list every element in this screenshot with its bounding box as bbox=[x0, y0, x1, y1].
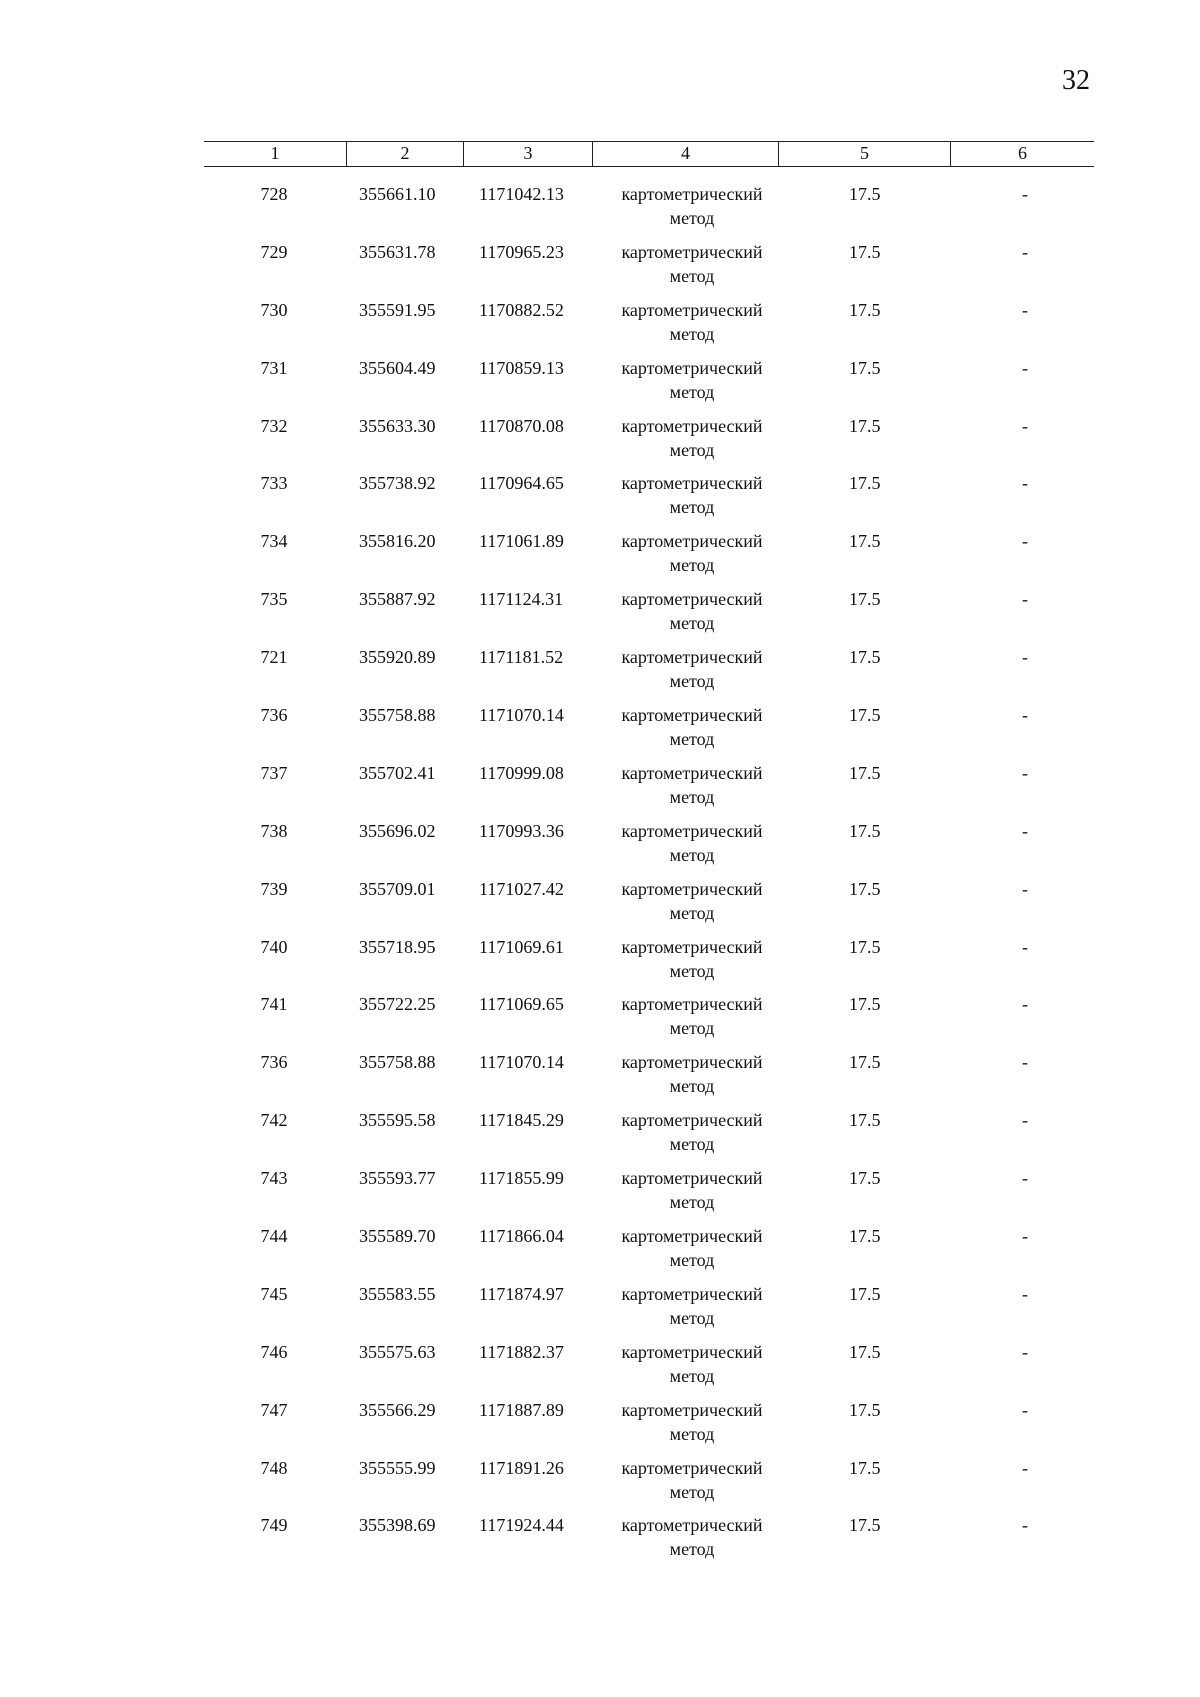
method-cell bbox=[602, 935, 782, 983]
table-row bbox=[204, 1513, 1094, 1571]
note-value: - bbox=[1022, 299, 1028, 320]
note-value: - bbox=[1022, 1515, 1028, 1536]
method-line-2: метод bbox=[669, 1539, 715, 1560]
accuracy-value: 17.5 bbox=[849, 705, 881, 726]
accuracy-value: 17.5 bbox=[849, 241, 881, 262]
point-number: 746 bbox=[260, 1341, 288, 1362]
coordinate-y: 1171181.52 bbox=[479, 647, 564, 668]
table-row bbox=[204, 240, 1094, 298]
column-header-2: 2 bbox=[347, 142, 464, 166]
method-cell bbox=[602, 1340, 782, 1388]
note-value: - bbox=[1022, 1341, 1028, 1362]
point-number: 742 bbox=[260, 1110, 288, 1131]
coordinate-x: 355595.58 bbox=[359, 1110, 436, 1131]
point-number: 744 bbox=[260, 1226, 288, 1247]
column-header-3: 3 bbox=[464, 142, 593, 166]
note-value: - bbox=[1022, 589, 1028, 610]
coordinate-x: 355718.95 bbox=[359, 936, 436, 957]
method-line-1: картометрический bbox=[621, 531, 763, 552]
method-cell bbox=[602, 587, 782, 635]
coordinate-y: 1171124.31 bbox=[479, 589, 564, 610]
note-value: - bbox=[1022, 415, 1028, 436]
coordinate-y: 1171866.04 bbox=[479, 1226, 564, 1247]
table-row bbox=[204, 935, 1094, 993]
coordinate-y: 1171069.61 bbox=[479, 936, 564, 957]
method-line-2: метод bbox=[669, 1365, 715, 1386]
table-row bbox=[204, 877, 1094, 935]
note-value: - bbox=[1022, 762, 1028, 783]
coordinate-x: 355758.88 bbox=[359, 705, 436, 726]
note-value: - bbox=[1022, 878, 1028, 899]
point-number: 732 bbox=[260, 415, 288, 436]
method-cell bbox=[602, 645, 782, 693]
column-header-6: 6 bbox=[1018, 143, 1027, 163]
method-line-2: метод bbox=[669, 323, 715, 344]
point-number: 741 bbox=[260, 994, 288, 1015]
method-line-1: картометрический bbox=[621, 1226, 763, 1247]
coordinate-x: 355633.30 bbox=[359, 415, 436, 436]
method-cell bbox=[602, 1050, 782, 1098]
note-value: - bbox=[1022, 1226, 1028, 1247]
coordinate-y: 1170882.52 bbox=[479, 299, 564, 320]
accuracy-value: 17.5 bbox=[849, 1341, 881, 1362]
accuracy-value: 17.5 bbox=[849, 299, 881, 320]
method-line-2: метод bbox=[669, 265, 715, 286]
table-row bbox=[204, 645, 1094, 703]
table-row bbox=[204, 471, 1094, 529]
coordinate-x: 355591.95 bbox=[359, 299, 436, 320]
accuracy-value: 17.5 bbox=[849, 1110, 881, 1131]
point-number: 736 bbox=[260, 705, 288, 726]
method-line-2: метод bbox=[669, 786, 715, 807]
table-row bbox=[204, 992, 1094, 1050]
accuracy-value: 17.5 bbox=[849, 415, 881, 436]
accuracy-value: 17.5 bbox=[849, 531, 881, 552]
method-cell bbox=[602, 1166, 782, 1214]
point-number: 747 bbox=[260, 1399, 288, 1420]
coordinate-y: 1171882.37 bbox=[479, 1341, 564, 1362]
method-line-2: метод bbox=[669, 1423, 715, 1444]
table-row bbox=[204, 414, 1094, 472]
method-line-2: метод bbox=[669, 613, 715, 634]
coordinate-y: 1171070.14 bbox=[479, 705, 564, 726]
table-row bbox=[204, 356, 1094, 414]
method-cell bbox=[602, 1224, 782, 1272]
method-cell bbox=[602, 819, 782, 867]
column-header-4: 4 bbox=[593, 142, 779, 166]
table-row bbox=[204, 1050, 1094, 1108]
note-value: - bbox=[1022, 647, 1028, 668]
method-cell bbox=[602, 992, 782, 1040]
table-row bbox=[204, 587, 1094, 645]
note-value: - bbox=[1022, 1399, 1028, 1420]
note-value: - bbox=[1022, 531, 1028, 552]
table-row bbox=[204, 1282, 1094, 1340]
coordinate-x: 355631.78 bbox=[359, 241, 436, 262]
method-line-2: метод bbox=[669, 960, 715, 981]
coordinate-x: 355920.89 bbox=[359, 647, 436, 668]
point-number: 748 bbox=[260, 1457, 288, 1478]
table-row bbox=[204, 529, 1094, 587]
coordinate-y: 1170859.13 bbox=[479, 357, 564, 378]
note-value: - bbox=[1022, 936, 1028, 957]
point-number: 749 bbox=[260, 1515, 288, 1536]
coordinate-x: 355696.02 bbox=[359, 820, 436, 841]
coordinate-y: 1171027.42 bbox=[479, 878, 564, 899]
note-value: - bbox=[1022, 1110, 1028, 1131]
coordinate-y: 1171070.14 bbox=[479, 1052, 564, 1073]
method-line-1: картометрический bbox=[621, 473, 763, 494]
coordinate-x: 355566.29 bbox=[359, 1399, 436, 1420]
point-number: 733 bbox=[260, 473, 288, 494]
accuracy-value: 17.5 bbox=[849, 1457, 881, 1478]
point-number: 728 bbox=[260, 184, 288, 204]
method-cell bbox=[602, 182, 782, 230]
coordinate-x: 355661.10 bbox=[359, 184, 436, 204]
method-line-2: метод bbox=[669, 1018, 715, 1039]
table-row bbox=[204, 1166, 1094, 1224]
coordinate-y: 1171845.29 bbox=[479, 1110, 564, 1131]
method-line-1: картометрический bbox=[621, 589, 763, 610]
table-row bbox=[204, 1224, 1094, 1282]
note-value: - bbox=[1022, 705, 1028, 726]
coordinate-x: 355709.01 bbox=[359, 878, 436, 899]
method-cell bbox=[602, 877, 782, 925]
method-cell bbox=[602, 529, 782, 577]
coordinate-y: 1171891.26 bbox=[479, 1457, 564, 1478]
accuracy-value: 17.5 bbox=[849, 1399, 881, 1420]
method-line-1: картометрический bbox=[621, 357, 763, 378]
column-header-1: 1 bbox=[204, 142, 347, 166]
method-cell bbox=[602, 1282, 782, 1330]
point-number: 731 bbox=[260, 357, 288, 378]
table-row bbox=[204, 1340, 1094, 1398]
point-number: 735 bbox=[260, 589, 288, 610]
method-line-1: картометрический bbox=[621, 1457, 763, 1478]
point-number: 740 bbox=[260, 936, 288, 957]
accuracy-value: 17.5 bbox=[849, 1226, 881, 1247]
accuracy-value: 17.5 bbox=[849, 647, 881, 668]
accuracy-value: 17.5 bbox=[849, 820, 881, 841]
table-header bbox=[204, 141, 1094, 167]
column-header-5: 5 bbox=[779, 142, 951, 166]
note-value: - bbox=[1022, 994, 1028, 1015]
method-line-1: картометрический bbox=[621, 1283, 763, 1304]
point-number: 729 bbox=[260, 241, 288, 262]
table-row bbox=[204, 182, 1094, 240]
note-value: - bbox=[1022, 1283, 1028, 1304]
coordinate-y: 1170993.36 bbox=[479, 820, 564, 841]
note-value: - bbox=[1022, 241, 1028, 262]
coordinate-y: 1171855.99 bbox=[479, 1168, 564, 1189]
method-line-2: метод bbox=[669, 1307, 715, 1328]
point-number: 721 bbox=[260, 647, 288, 668]
accuracy-value: 17.5 bbox=[849, 878, 881, 899]
note-value: - bbox=[1022, 1168, 1028, 1189]
method-line-1: картометрический bbox=[621, 936, 763, 957]
method-line-2: метод bbox=[669, 497, 715, 518]
method-line-1: картометрический bbox=[621, 647, 763, 668]
table-row bbox=[204, 819, 1094, 877]
method-line-1: картометрический bbox=[621, 1341, 763, 1362]
coordinate-y: 1170999.08 bbox=[479, 762, 564, 783]
method-cell bbox=[602, 471, 782, 519]
point-number: 745 bbox=[260, 1283, 288, 1304]
table-row bbox=[204, 761, 1094, 819]
method-line-1: картометрический bbox=[621, 878, 763, 899]
coordinate-x: 355738.92 bbox=[359, 473, 436, 494]
method-line-1: картометрический bbox=[621, 415, 763, 436]
accuracy-value: 17.5 bbox=[849, 589, 881, 610]
table-row bbox=[204, 703, 1094, 761]
method-line-1: картометрический bbox=[621, 820, 763, 841]
method-line-2: метод bbox=[669, 1134, 715, 1155]
method-line-1: картометрический bbox=[621, 1515, 763, 1536]
note-value: - bbox=[1022, 357, 1028, 378]
coordinate-x: 355604.49 bbox=[359, 357, 436, 378]
note-value: - bbox=[1022, 473, 1028, 494]
method-line-2: метод bbox=[669, 671, 715, 692]
method-line-2: метод bbox=[669, 381, 715, 402]
coordinate-x: 355816.20 bbox=[359, 531, 436, 552]
point-number: 738 bbox=[260, 820, 288, 841]
method-line-1: картометрический bbox=[621, 1168, 763, 1189]
accuracy-value: 17.5 bbox=[849, 1515, 881, 1536]
method-line-2: метод bbox=[669, 208, 715, 228]
coordinate-y: 1170870.08 bbox=[479, 415, 564, 436]
method-line-1: картометрический bbox=[621, 299, 763, 320]
coordinate-x: 355398.69 bbox=[359, 1515, 436, 1536]
method-cell bbox=[602, 1108, 782, 1156]
point-number: 737 bbox=[260, 762, 288, 783]
table-body bbox=[204, 182, 1094, 1571]
page-number: 32 bbox=[1062, 65, 1090, 96]
table-row bbox=[204, 298, 1094, 356]
method-line-2: метод bbox=[669, 1192, 715, 1213]
note-value: - bbox=[1022, 184, 1028, 204]
method-cell bbox=[602, 1456, 782, 1504]
method-cell bbox=[602, 298, 782, 346]
point-number: 736 bbox=[260, 1052, 288, 1073]
method-line-1: картометрический bbox=[621, 184, 763, 204]
method-line-2: метод bbox=[669, 555, 715, 576]
method-line-2: метод bbox=[669, 729, 715, 750]
accuracy-value: 17.5 bbox=[849, 1283, 881, 1304]
accuracy-value: 17.5 bbox=[849, 473, 881, 494]
method-line-1: картометрический bbox=[621, 1052, 763, 1073]
method-line-1: картометрический bbox=[621, 705, 763, 726]
method-line-2: метод bbox=[669, 902, 715, 923]
point-number: 743 bbox=[260, 1168, 288, 1189]
method-cell bbox=[602, 356, 782, 404]
method-line-2: метод bbox=[669, 1250, 715, 1271]
method-line-2: метод bbox=[669, 1481, 715, 1502]
method-line-2: метод bbox=[669, 844, 715, 865]
table-row bbox=[204, 1398, 1094, 1456]
coordinate-x: 355555.99 bbox=[359, 1457, 436, 1478]
coordinate-x: 355887.92 bbox=[359, 589, 436, 610]
accuracy-value: 17.5 bbox=[849, 762, 881, 783]
coordinate-x: 355583.55 bbox=[359, 1283, 436, 1304]
coordinate-y: 1171069.65 bbox=[479, 994, 564, 1015]
coordinate-x: 355722.25 bbox=[359, 994, 436, 1015]
coordinate-y: 1170965.23 bbox=[479, 241, 564, 262]
note-value: - bbox=[1022, 1457, 1028, 1478]
table-row bbox=[204, 1108, 1094, 1166]
coordinate-x: 355575.63 bbox=[359, 1341, 436, 1362]
method-line-1: картометрический bbox=[621, 1399, 763, 1420]
accuracy-value: 17.5 bbox=[849, 994, 881, 1015]
point-number: 730 bbox=[260, 299, 288, 320]
method-cell bbox=[602, 1398, 782, 1446]
method-cell bbox=[602, 240, 782, 288]
method-cell bbox=[602, 703, 782, 751]
method-line-1: картометрический bbox=[621, 994, 763, 1015]
note-value: - bbox=[1022, 820, 1028, 841]
point-number: 734 bbox=[260, 531, 288, 552]
coordinate-x: 355702.41 bbox=[359, 762, 436, 783]
coordinate-x: 355758.88 bbox=[359, 1052, 436, 1073]
coordinate-x: 355593.77 bbox=[359, 1168, 436, 1189]
coordinate-x: 355589.70 bbox=[359, 1226, 436, 1247]
method-cell bbox=[602, 761, 782, 809]
method-cell bbox=[602, 414, 782, 462]
method-line-1: картометрический bbox=[621, 762, 763, 783]
coordinate-y: 1170964.65 bbox=[479, 473, 564, 494]
accuracy-value: 17.5 bbox=[849, 936, 881, 957]
coordinate-y: 1171874.97 bbox=[479, 1283, 564, 1304]
point-number: 739 bbox=[260, 878, 288, 899]
accuracy-value: 17.5 bbox=[849, 1168, 881, 1189]
coordinate-y: 1171887.89 bbox=[479, 1399, 564, 1420]
coordinate-y: 1171061.89 bbox=[479, 531, 564, 552]
table-row bbox=[204, 1456, 1094, 1514]
method-line-2: метод bbox=[669, 1076, 715, 1097]
method-line-1: картометрический bbox=[621, 241, 763, 262]
coordinate-y: 1171924.44 bbox=[479, 1515, 564, 1536]
method-line-2: метод bbox=[669, 439, 715, 460]
method-cell bbox=[602, 1513, 782, 1561]
accuracy-value: 17.5 bbox=[849, 184, 881, 204]
coordinate-y: 1171042.13 bbox=[479, 184, 564, 204]
method-line-1: картометрический bbox=[621, 1110, 763, 1131]
note-value: - bbox=[1022, 1052, 1028, 1073]
accuracy-value: 17.5 bbox=[849, 1052, 881, 1073]
accuracy-value: 17.5 bbox=[849, 357, 881, 378]
